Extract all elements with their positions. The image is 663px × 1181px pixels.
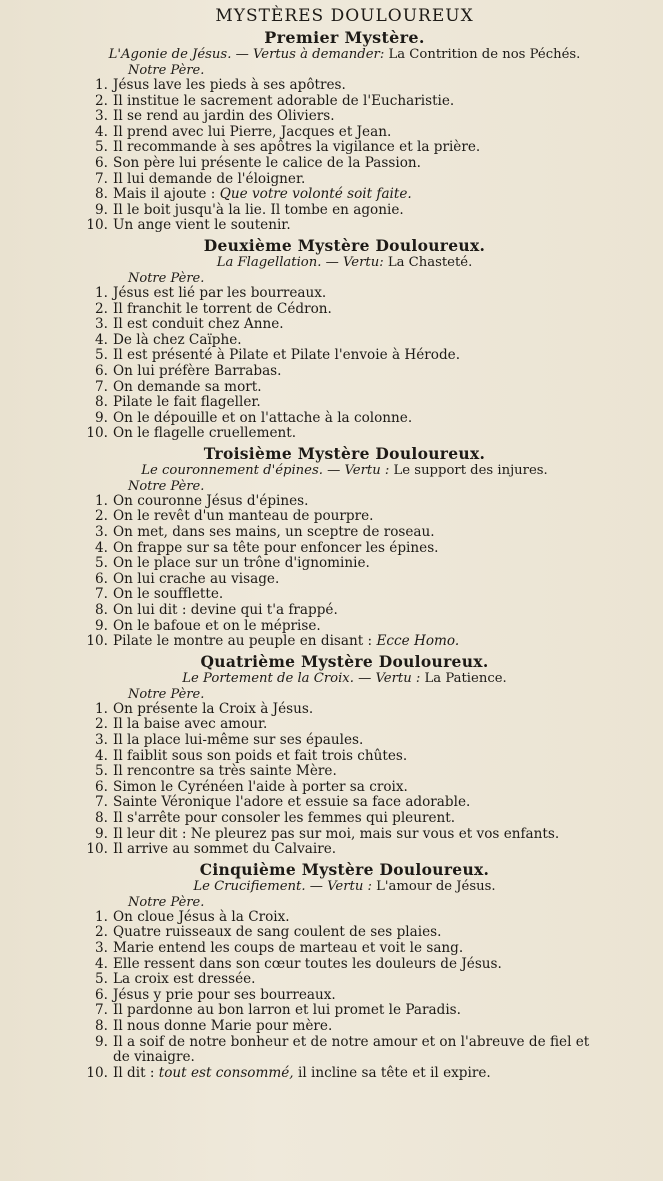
meditation-item <box>86 541 603 557</box>
meditation-item <box>86 140 603 156</box>
meditation-item <box>86 494 603 510</box>
virtue-lead: Le couronnement d'épines. — Vertu : <box>141 462 390 478</box>
meditation-item <box>86 733 603 749</box>
item-number: 6. <box>95 986 108 1003</box>
item-number: 9. <box>95 617 108 634</box>
item-text: Sainte Véronique l'adore et essuie sa face adorable. <box>113 794 471 811</box>
meditation-item <box>86 302 603 318</box>
mystery-heading: Troisième Mystère Douloureux. <box>203 443 486 463</box>
mystery-section <box>86 652 603 858</box>
item-number: 7. <box>95 170 108 187</box>
item-number: 2. <box>95 300 108 317</box>
item-number: 3. <box>95 732 108 748</box>
meditation-item <box>86 556 603 572</box>
meditation-item <box>86 333 603 349</box>
item-text: On présente la Croix à Jésus. <box>113 700 314 717</box>
item-text: Il rencontre sa très sainte Mère. <box>113 763 337 780</box>
virtue-line <box>86 47 603 63</box>
item-number: 3. <box>95 939 108 956</box>
item-number: 2. <box>95 508 108 525</box>
item-number: 5. <box>95 763 108 780</box>
item-number: 9. <box>95 409 108 426</box>
item-number: 9. <box>95 825 108 842</box>
meditation-item <box>86 364 603 380</box>
item-text: On lui crache au visage. <box>113 570 280 587</box>
item-text: Jésus y prie pour ses bourreaux. <box>113 986 336 1003</box>
item-text: Il est présenté à Pilate et Pilate l'envoie à Hérode. <box>113 347 461 364</box>
item-text: Il recommande à ses apôtres la vigilance et la prière. <box>113 139 481 156</box>
meditation-item <box>86 587 603 603</box>
item-text: Il le boit jusqu'à la lie. Il tombe en agonie. <box>113 201 404 218</box>
item-text: Son père lui présente le calice de la Passion. <box>113 154 421 171</box>
meditation-item <box>86 910 603 926</box>
item-number: 4. <box>95 331 108 348</box>
item-text: On le flagelle cruellement. <box>113 425 297 442</box>
item-number: 5. <box>95 971 108 988</box>
item-text: Il nous donne Marie pour mère. <box>113 1017 333 1034</box>
item-text: On met, dans ses mains, un sceptre de roseau. <box>113 524 435 541</box>
item-text: Elle ressent dans son cœur toutes les douleurs de Jésus. <box>113 955 502 972</box>
meditation-item <box>86 172 603 188</box>
meditation-item <box>86 764 603 780</box>
meditation-item <box>86 426 603 442</box>
item-number: 6. <box>95 778 108 795</box>
our-father-label: Notre Père. <box>128 478 205 494</box>
item-number: 1. <box>95 700 108 717</box>
virtue-lead: Le Portement de la Croix. — Vertu : <box>182 670 421 686</box>
item-text: Il la place lui-même sur ses épaules. <box>113 732 364 748</box>
item-number: 1. <box>95 284 108 301</box>
item-text: On le soufflette. <box>113 586 224 603</box>
item-text: Il pardonne au bon larron et lui promet le Paradis. <box>113 1002 461 1019</box>
meditation-list <box>86 702 603 858</box>
item-emphasis: Ecce Homo. <box>376 633 460 650</box>
our-father-label: Notre Père. <box>128 686 205 702</box>
mystery-heading: Cinquième Mystère Douloureux. <box>199 859 490 879</box>
item-number: 7. <box>95 794 108 811</box>
meditation-list <box>86 286 603 442</box>
item-text: Il prend avec lui Pierre, Jacques et Jean. <box>113 123 392 140</box>
virtue-name: L'amour de Jésus. <box>376 878 496 894</box>
meditation-item <box>86 619 603 635</box>
item-number: 7. <box>95 378 108 395</box>
item-number: 7. <box>95 1002 108 1019</box>
item-text: On le place sur un trône d'ignominie. <box>113 555 370 572</box>
item-number: 7. <box>95 586 108 603</box>
meditation-item <box>86 509 603 525</box>
item-number: 1. <box>95 77 108 93</box>
meditation-item <box>86 795 603 811</box>
virtue-name: La Chasteté. <box>387 254 473 270</box>
virtue-name: La Contrition de nos Péchés. <box>388 47 581 62</box>
mystery-section <box>86 860 603 1082</box>
item-number: 8. <box>95 809 108 826</box>
item-number: 3. <box>95 108 108 125</box>
item-number: 9. <box>95 1033 108 1050</box>
virtue-line <box>86 255 603 271</box>
mystery-heading: Deuxième Mystère Douloureux. <box>203 235 486 255</box>
virtue-name: Le support des injures. <box>393 462 548 478</box>
item-number: 8. <box>95 1017 108 1034</box>
item-text: Mais il ajoute : <box>113 186 216 203</box>
our-father-label: Notre Père. <box>128 270 205 286</box>
item-text: Il a soif de notre bonheur et de notre amour et on l'abreuve de fiel et de vinaigre. <box>113 1033 590 1066</box>
meditation-item <box>86 286 603 302</box>
mystery-heading: Quatrième Mystère Douloureux. <box>200 651 489 671</box>
meditation-item <box>86 1019 603 1035</box>
meditation-item <box>86 988 603 1004</box>
item-text: On lui dit : devine qui t'a frappé. <box>113 602 338 619</box>
meditation-item <box>86 317 603 333</box>
item-text: Il arrive au sommet du Calvaire. <box>113 841 337 858</box>
item-text: On cloue Jésus à la Croix. <box>113 908 290 925</box>
item-number: 5. <box>95 555 108 572</box>
item-number: 10. <box>86 217 108 234</box>
meditation-item <box>86 1003 603 1019</box>
item-number: 6. <box>95 570 108 587</box>
page-title: MYSTÈRES DOULOUREUX <box>215 6 474 26</box>
mystery-section <box>86 236 603 442</box>
item-text: Il leur dit : Ne pleurez pas sur moi, mais sur vous et vos enfants. <box>113 825 560 842</box>
item-number: 5. <box>95 347 108 364</box>
our-father-label: Notre Père. <box>128 63 205 78</box>
item-text: Il est conduit chez Anne. <box>113 316 284 333</box>
meditation-item <box>86 395 603 411</box>
item-text: Pilate le fait flageller. <box>113 394 261 411</box>
meditation-item <box>86 572 603 588</box>
item-text: Il s'arrête pour consoler les femmes qui pleurent. <box>113 809 456 826</box>
item-text: De là chez Caïphe. <box>113 331 242 348</box>
our-father-label: Notre Père. <box>128 894 205 910</box>
meditation-item <box>86 411 603 427</box>
item-number: 8. <box>95 186 108 203</box>
item-number: 4. <box>95 539 108 556</box>
meditation-item <box>86 94 603 110</box>
item-text: On le dépouille et on l'attache à la colonne. <box>113 409 413 426</box>
item-text: Pilate le montre au peuple en disant : <box>113 633 373 650</box>
item-emphasis: tout est consommé, <box>158 1064 294 1081</box>
meditation-item <box>86 156 603 172</box>
item-number: 10. <box>86 841 108 858</box>
meditation-item <box>86 218 603 234</box>
item-number: 6. <box>95 154 108 171</box>
item-number: 10. <box>86 633 108 650</box>
item-number: 6. <box>95 362 108 379</box>
item-number: 2. <box>95 716 108 733</box>
item-number: 1. <box>95 908 108 925</box>
item-text: Il faiblit sous son poids et fait trois chûtes. <box>113 747 408 764</box>
meditation-item <box>86 842 603 858</box>
item-text: Un ange vient le soutenir. <box>113 217 291 234</box>
item-number: 2. <box>95 92 108 109</box>
meditation-list <box>86 78 603 234</box>
meditation-item <box>86 125 603 141</box>
meditation-item <box>86 603 603 619</box>
meditation-item <box>86 1035 603 1066</box>
mystery-section <box>86 444 603 650</box>
item-text: Simon le Cyrénéen l'aide à porter sa croix. <box>113 778 408 795</box>
meditation-item <box>86 749 603 765</box>
item-number: 3. <box>95 316 108 333</box>
meditation-item <box>86 827 603 843</box>
meditation-item <box>86 811 603 827</box>
item-text: Quatre ruisseaux de sang coulent de ses plaies. <box>113 924 442 941</box>
item-text: On lui préfère Barrabas. <box>113 362 282 379</box>
item-text: Il la baise avec amour. <box>113 716 268 733</box>
item-number: 2. <box>95 924 108 941</box>
item-number: 1. <box>95 492 108 509</box>
item-text: Il dit : <box>113 1064 155 1081</box>
meditation-item <box>86 925 603 941</box>
meditation-item <box>86 1066 603 1082</box>
meditation-item <box>86 957 603 973</box>
item-text: La croix est dressée. <box>113 971 256 988</box>
item-text: On couronne Jésus d'épines. <box>113 492 309 509</box>
meditation-item <box>86 348 603 364</box>
meditation-item <box>86 702 603 718</box>
item-text: Il se rend au jardin des Oliviers. <box>113 108 335 125</box>
mystery-section <box>86 28 603 234</box>
item-number: 4. <box>95 955 108 972</box>
item-text: Jésus est lié par les bourreaux. <box>113 284 327 301</box>
item-number: 10. <box>86 1064 108 1081</box>
item-text: On frappe sur sa tête pour enfoncer les épines. <box>113 539 439 556</box>
item-number: 10. <box>86 425 108 442</box>
item-text: Il lui demande de l'éloigner. <box>113 170 306 187</box>
item-number: 4. <box>95 123 108 140</box>
item-text: On le bafoue et on le méprise. <box>113 617 321 634</box>
meditation-list <box>86 910 603 1082</box>
item-text: Marie entend les coups de marteau et voit le sang. <box>113 939 464 956</box>
item-text: Jésus lave les pieds à ses apôtres. <box>113 77 346 93</box>
item-number: 8. <box>95 602 108 619</box>
item-text: On le revêt d'un manteau de pourpre. <box>113 508 374 525</box>
item-emphasis: Que votre volonté soit faite. <box>219 186 412 203</box>
meditation-item <box>86 525 603 541</box>
item-text: On demande sa mort. <box>113 378 262 395</box>
meditation-item <box>86 780 603 796</box>
item-text: Il franchit le torrent de Cédron. <box>113 300 332 317</box>
virtue-lead: L'Agonie de Jésus. — Vertus à demander: <box>108 47 385 62</box>
item-number: 9. <box>95 201 108 218</box>
meditation-item <box>86 941 603 957</box>
meditation-list <box>86 494 603 650</box>
meditation-item <box>86 203 603 219</box>
meditation-item <box>86 187 603 203</box>
item-number: 4. <box>95 747 108 764</box>
item-tail: il incline sa tête et il expire. <box>297 1064 491 1081</box>
item-number: 5. <box>95 139 108 156</box>
virtue-line <box>86 879 603 895</box>
meditation-item <box>86 380 603 396</box>
mysteries-container <box>86 28 603 1081</box>
meditation-item <box>86 78 603 94</box>
mystery-heading: Premier Mystère. <box>264 28 425 47</box>
item-number: 8. <box>95 394 108 411</box>
item-number: 3. <box>95 524 108 541</box>
meditation-item <box>86 109 603 125</box>
item-text: Il institue le sacrement adorable de l'Eucharistie. <box>113 92 455 109</box>
virtue-line <box>86 463 603 479</box>
virtue-lead: Le Crucifiement. — Vertu : <box>193 878 372 894</box>
meditation-item <box>86 972 603 988</box>
virtue-name: La Patience. <box>424 670 507 686</box>
virtue-lead: La Flagellation. — Vertu: <box>216 254 384 270</box>
meditation-item <box>86 634 603 650</box>
meditation-item <box>86 717 603 733</box>
virtue-line <box>86 671 603 687</box>
